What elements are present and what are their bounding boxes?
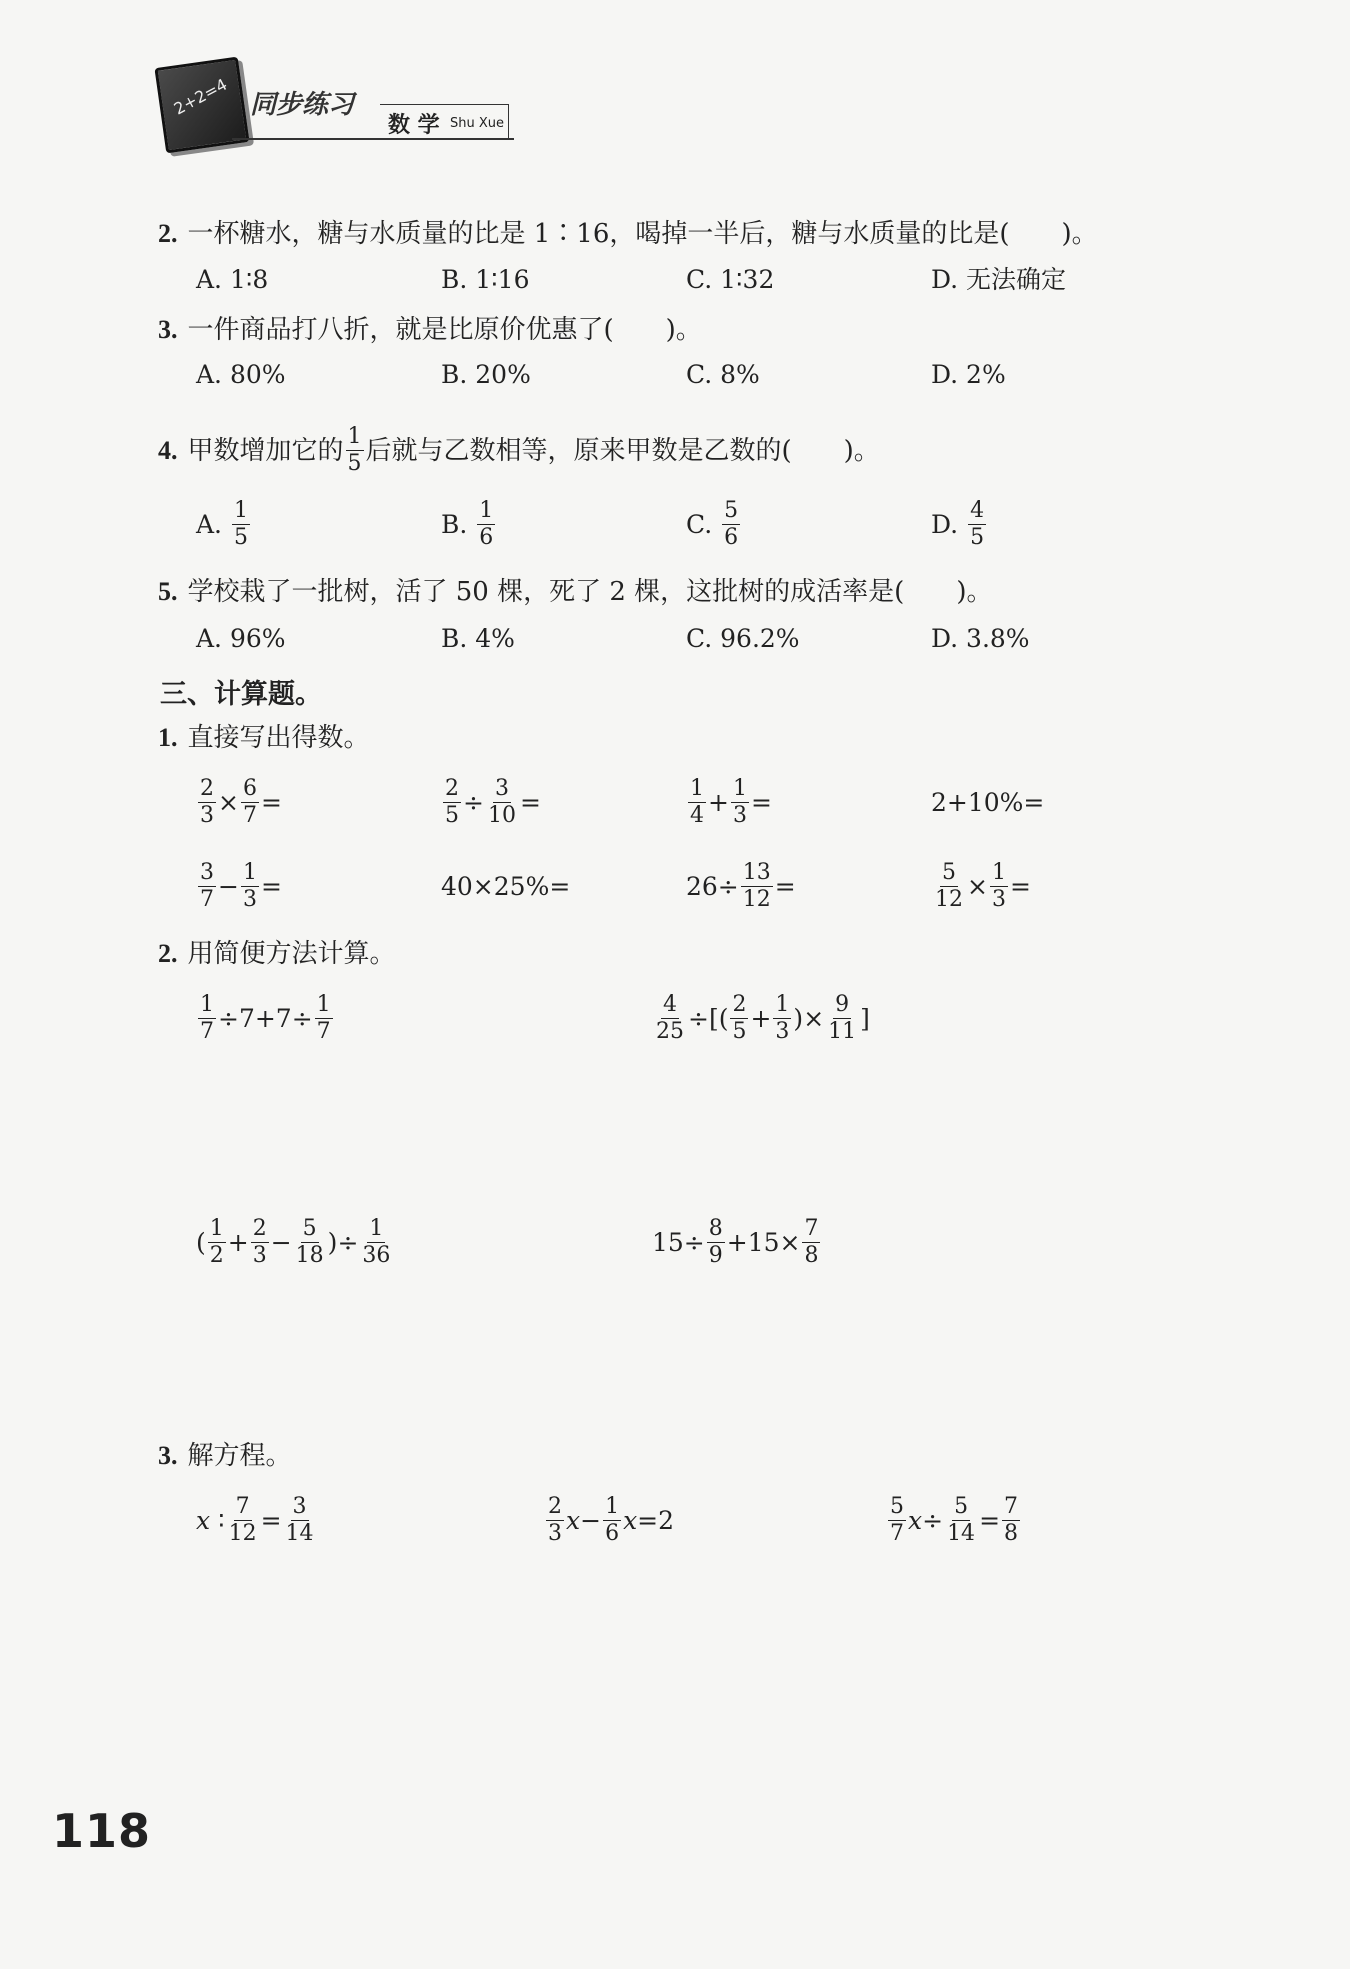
header-pinyin: Shu Xue	[450, 116, 505, 131]
calc-2-expr-2: $\frac{4}{25}$ ÷[( $\frac{2}{5}$ + $\frac{1}{3}$ ) × $\frac{9}{11}$ ]	[656, 992, 870, 1044]
calc-1-expr-5: $\frac{3}{7}$ − $\frac{1}{3}$ =	[200, 860, 282, 912]
q4-option-b: B. $\frac{1}{6}$	[441, 498, 494, 550]
header-title: 同步练习	[250, 90, 355, 120]
question-4: 4. 甲数增加它的 $\frac{1}{5}$ 后就与乙数相等，原来甲数是乙数的( )。	[158, 424, 880, 476]
q2-option-b: B. 1∶16	[441, 265, 530, 294]
q3-option-d: D. 2%	[931, 360, 1006, 389]
question-5: 5. 学校栽了一批树，活了 50 棵，死了 2 棵，这批树的成活率是( )。	[158, 577, 993, 607]
q3-option-c: C. 8%	[686, 360, 760, 389]
calc-2-heading: 2. 用简便方法计算。	[158, 939, 396, 969]
q2-option-d: D. 无法确定	[931, 265, 1067, 294]
calc-1-expr-7: 26÷ $\frac{13}{12}$ =	[686, 860, 796, 912]
q4-option-a: A. $\frac{1}{5}$	[196, 498, 248, 550]
q2-option-a: A. 1∶8	[196, 265, 269, 294]
q5-option-b: B. 4%	[441, 624, 515, 653]
q3-option-a: A. 80%	[196, 360, 286, 389]
q4-option-d: D. $\frac{4}{5}$	[931, 498, 985, 550]
calc-2-expr-1: $\frac{1}{7}$ ÷7+7÷ $\frac{1}{7}$	[200, 992, 331, 1044]
q5-option-c: C. 96.2%	[686, 624, 800, 653]
calc-2-expr-4: 15÷ $\frac{8}{9}$ +15× $\frac{7}{8}$	[652, 1216, 819, 1268]
equation-1: x ∶ $\frac{7}{12}$ = $\frac{3}{14}$	[196, 1494, 314, 1546]
question-3: 3. 一件商品打八折，就是比原价优惠了( )。	[158, 315, 702, 345]
calc-2-expr-3: ( $\frac{1}{2}$ + $\frac{2}{3}$ − $\frac{5}{18}$ ) ÷ $\frac{1}{36}$	[196, 1216, 391, 1268]
calc-3-heading: 3. 解方程。	[158, 1441, 292, 1471]
equation-3: $\frac{5}{7}$ x ÷ $\frac{5}{14}$ = $\frac{7}{8}$	[890, 1494, 1019, 1546]
calc-1-expr-3: $\frac{1}{4}$ + $\frac{1}{3}$ =	[690, 776, 772, 828]
equation-2: $\frac{2}{3}$ x − $\frac{1}{6}$ x =2	[548, 1494, 675, 1546]
q4-option-c: C. $\frac{5}{6}$	[686, 498, 739, 550]
chalkboard-logo: 2+2=4	[154, 57, 249, 154]
header-rule	[232, 138, 514, 140]
header-subject: 数 学	[388, 113, 440, 138]
calc-1-heading: 1. 直接写出得数。	[158, 723, 370, 753]
calc-1-expr-6: 40×25%=	[441, 872, 571, 901]
question-2: 2. 一杯糖水，糖与水质量的比是 1∶16，喝掉一半后，糖与水质量的比是( )。	[158, 219, 1098, 249]
section-3-title: 三、计算题。	[160, 679, 322, 710]
q4-fraction: $\frac{1}{5}$	[347, 424, 362, 476]
calc-1-expr-4: 2+10%=	[931, 788, 1045, 817]
calc-1-expr-2: $\frac{2}{5}$ ÷ $\frac{3}{10}$ =	[445, 776, 541, 828]
q3-option-b: B. 20%	[441, 360, 531, 389]
page-number: 118	[52, 1804, 152, 1858]
calc-1-expr-8: $\frac{5}{12}$ × $\frac{1}{3}$ =	[935, 860, 1031, 912]
q5-option-d: D. 3.8%	[931, 624, 1030, 653]
q2-option-c: C. 1∶32	[686, 265, 775, 294]
q5-option-a: A. 96%	[196, 624, 286, 653]
calc-1-expr-1: $\frac{2}{3}$ × $\frac{6}{7}$ =	[200, 776, 282, 828]
